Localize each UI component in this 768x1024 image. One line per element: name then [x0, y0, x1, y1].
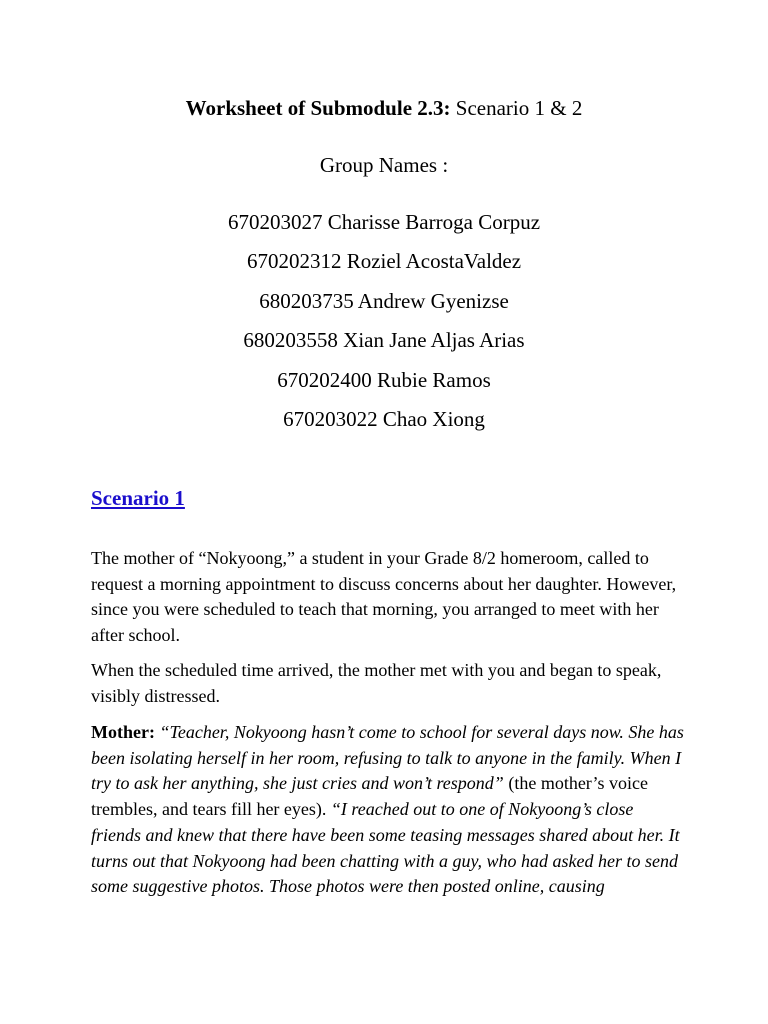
- mother-dialogue: [91, 720, 686, 900]
- worksheet-title-bold: Worksheet of Submodule 2.3:: [185, 96, 451, 120]
- scenario-1-link[interactable]: Scenario 1: [91, 486, 185, 510]
- group-member: 680203558 Xian Jane Aljas Arias: [243, 328, 525, 353]
- group-member: 670202312 Roziel AcostaValdez: [246, 249, 522, 274]
- dialogue-text: [91, 720, 686, 900]
- group-member: 680203735 Andrew Gyenizse: [259, 288, 509, 313]
- group-member: 670203027 Charisse Barroga Corpuz: [227, 210, 541, 234]
- worksheet-title: [0, 94, 768, 122]
- group-member: 670202400 Rubie Ramos: [277, 367, 491, 392]
- mother-quote: “Teacher, Nokyoong hasn’t come to school for several days now. She has been isolating herself in her room, refusing to talk to anyone in the family. When I try to ask her anything, she just cries and won’t respond”: [91, 722, 684, 794]
- stage-direction: (the mother’s voice trembles, and tears fill her eyes).: [91, 773, 648, 820]
- group-member-list: [0, 208, 768, 444]
- group-member: 670203022 Chao Xiong: [283, 406, 485, 431]
- paragraph-text: When the scheduled time arrived, the mother met with you and began to speak, visibly distressed.: [91, 660, 662, 706]
- scenario-paragraph: [91, 658, 686, 709]
- paragraph-text: The mother of “Nokyoong,” a student in your Grade 8/2 homeroom, called to request a morning appointment to discuss concerns about her daughter. However, since you were scheduled to teach that morning, you arranged to meet with her after school.: [91, 548, 677, 646]
- scenario-paragraph: [91, 546, 686, 649]
- mother-quote: “I reached out to one of Nokyoong’s close friends and knew that there have been some teasing messages shared about her. It turns out that Nokyoong had been chatting with a guy, who had asked her to send some suggestive photos. Those photos were then posted online, causing: [91, 799, 680, 897]
- worksheet-title-rest: Scenario 1 & 2: [450, 96, 583, 120]
- speaker-label: Mother:: [91, 722, 155, 742]
- group-names-label: Group Names :: [319, 153, 449, 177]
